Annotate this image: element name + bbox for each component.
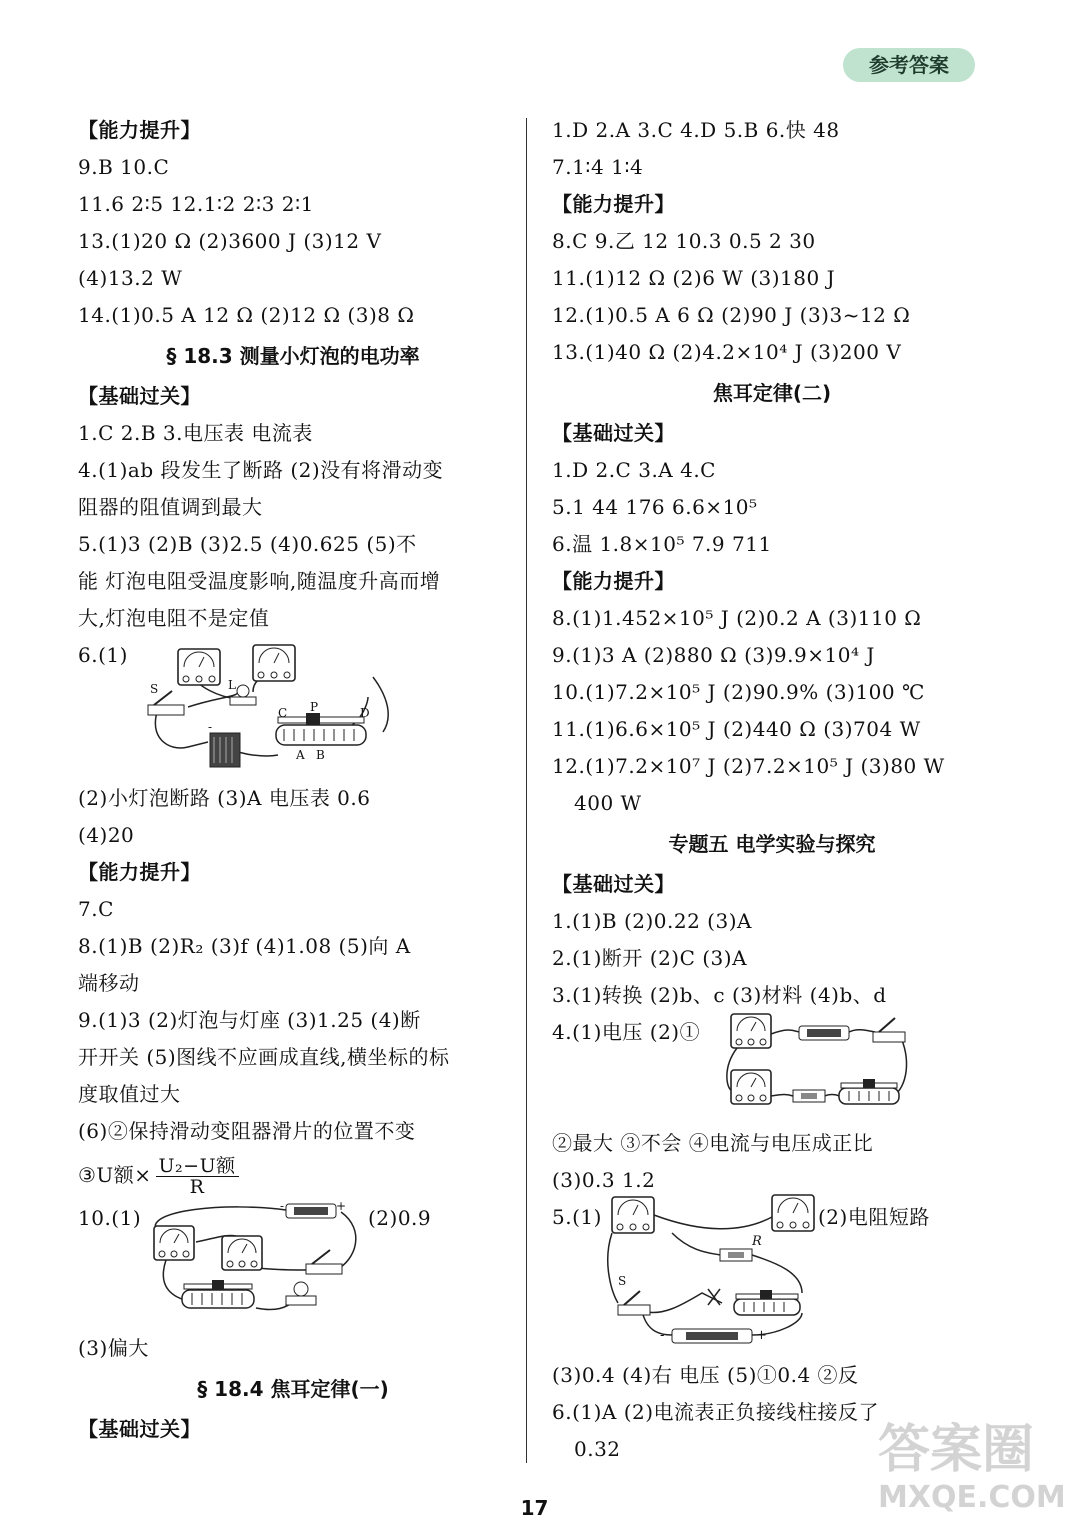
answer-line: 2.(1)断开 (2)C (3)A — [552, 946, 748, 970]
answer-line: 12.(1)7.2×10⁷ J (2)7.2×10⁵ J (3)80 W — [552, 754, 945, 778]
section-title-topic-5: 专题五 电学实验与探究 — [668, 832, 876, 856]
voltmeter-icon — [253, 645, 295, 681]
q10-answer-2: (2)0.9 — [368, 1206, 432, 1230]
switch-icon — [618, 1291, 650, 1315]
answer-line: 4.(1)电压 (2)① — [552, 1020, 701, 1044]
answer-line: 11.(1)6.6×10⁵ J (2)440 Ω (3)704 W — [552, 717, 921, 741]
answer-line: 4.(1)ab 段发生了断路 (2)没有将滑动变 — [78, 458, 444, 482]
answer-line: 端移动 — [78, 971, 140, 995]
label-minus: - — [208, 720, 213, 734]
answer-line: 1.C 2.B 3.电压表 电流表 — [78, 421, 313, 445]
watermark-logo — [878, 1420, 1066, 1530]
answer-line: 9.(1)3 (2)灯泡与灯座 (3)1.25 (4)断 — [78, 1008, 421, 1032]
answer-line: (6)②保持滑动变阻器滑片的位置不变 — [78, 1119, 416, 1143]
answer-line: 7.C — [78, 897, 114, 921]
answer-line: 13.(1)40 Ω (2)4.2×10⁴ J (3)200 V — [552, 340, 902, 364]
label-a: A — [296, 748, 305, 762]
answer-line: (3)0.4 (4)右 电压 (5)①0.4 ②反 — [552, 1363, 859, 1387]
answer-line: 6.(1) — [78, 643, 128, 667]
answer-line: 1.(1)B (2)0.22 (3)A — [552, 909, 752, 933]
label-plus: + — [756, 1328, 767, 1343]
q5-label: 5.(1) — [552, 1205, 602, 1229]
column-divider — [526, 118, 527, 1463]
battery-icon — [672, 1329, 752, 1343]
rheostat-icon — [182, 1280, 254, 1308]
question-6-figure-row — [78, 637, 508, 780]
page-number: 17 — [520, 1496, 549, 1520]
circuit-diagram-1 — [128, 637, 408, 777]
watermark-line-2: MXQE.COM — [878, 1480, 1066, 1515]
resistor-icon — [793, 1090, 825, 1102]
circuit-diagram-2 — [136, 1200, 366, 1325]
switch-icon — [306, 1250, 342, 1274]
section-heading: 【能力提升】 — [552, 192, 675, 216]
answer-key-badge: 参考答案 — [843, 48, 975, 82]
section-heading: 【基础过关】 — [552, 872, 675, 896]
right-column — [552, 112, 992, 1468]
answer-line: (2)小灯泡断路 (3)A 电压表 0.6 — [78, 786, 371, 810]
answer-line: 400 W — [574, 791, 642, 815]
answer-line: 6.(1)A (2)电流表正负接线柱接反了 — [552, 1400, 880, 1424]
battery-icon — [799, 1026, 849, 1040]
q5-answer-2: (2)电阻短路 — [818, 1205, 930, 1229]
battery-icon — [286, 1204, 336, 1218]
formula-lead: ③U额× — [78, 1163, 152, 1187]
rheostat-icon — [839, 1079, 899, 1104]
answer-line: 8.(1)B (2)R₂ (3)f (4)1.08 (5)向 A — [78, 934, 411, 958]
label-minus: - — [280, 1200, 285, 1213]
label-b: B — [316, 748, 325, 762]
answer-line: 11.6 2∶5 12.1∶2 2∶3 2∶1 — [78, 192, 314, 216]
answer-line: 1.D 2.C 3.A 4.C — [552, 458, 716, 482]
answer-line: 阻器的阻值调到最大 — [78, 495, 263, 519]
answer-line: 13.(1)20 Ω (2)3600 J (3)12 V — [78, 229, 382, 253]
answer-line: 7.1∶4 1∶4 — [552, 155, 644, 179]
section-heading: 【基础过关】 — [552, 421, 675, 445]
bulb-icon — [286, 1282, 316, 1305]
voltmeter-icon — [222, 1236, 262, 1270]
question-10-figure-row — [78, 1200, 508, 1330]
answer-line: (4)13.2 W — [78, 266, 183, 290]
answer-line: 0.32 — [574, 1437, 621, 1461]
formula-numerator: U₂−U额 — [156, 1156, 239, 1177]
section-heading: 【能力提升】 — [78, 118, 201, 142]
rheostat-icon — [276, 713, 366, 745]
answer-line: 1.D 2.A 3.C 4.D 5.B 6.快 48 — [552, 118, 840, 142]
formula-fraction — [156, 1156, 239, 1197]
label-l: L — [228, 678, 236, 692]
label-minus: - — [660, 1328, 665, 1343]
label-c: C — [278, 706, 288, 720]
section-heading: 【基础过关】 — [78, 1417, 201, 1441]
label-s: S — [618, 1274, 627, 1288]
ammeter-icon — [178, 649, 220, 685]
answer-line: 能 灯泡电阻受温度影响,随温度升高而增 — [78, 569, 441, 593]
section-heading: 【基础过关】 — [78, 384, 201, 408]
resistor-icon — [720, 1249, 752, 1261]
ammeter-icon — [612, 1197, 654, 1233]
question-5-figure-row — [552, 1199, 992, 1357]
answer-line: 开开关 (5)图线不应画成直线,横坐标的标 — [78, 1045, 450, 1069]
answer-line: (3)偏大 — [78, 1336, 149, 1360]
label-p: P — [310, 700, 319, 714]
answer-line: 14.(1)0.5 A 12 Ω (2)12 Ω (3)8 Ω — [78, 303, 415, 327]
answer-line: 8.(1)1.452×10⁵ J (2)0.2 A (3)110 Ω — [552, 606, 922, 630]
switch-icon — [873, 1018, 905, 1042]
label-plus: + — [336, 1200, 347, 1213]
voltmeter-icon — [772, 1195, 814, 1231]
label-r: R — [752, 1234, 762, 1249]
watermark-line-1: 答案圈 — [878, 1420, 1035, 1480]
answer-line: 6.温 1.8×10⁵ 7.9 711 — [552, 532, 772, 556]
answer-line: (3)0.3 1.2 — [552, 1168, 656, 1192]
answer-line: 5.1 44 176 6.6×10⁵ — [552, 495, 758, 519]
ammeter-icon — [154, 1226, 194, 1260]
circuit-diagram-4 — [602, 1193, 822, 1353]
answer-line: 度取值过大 — [78, 1082, 181, 1106]
formula-denominator: R — [189, 1176, 205, 1198]
section-title-joule-2: 焦耳定律(二) — [712, 381, 832, 405]
answer-line: 10.(1)7.2×10⁵ J (2)90.9% (3)100 ℃ — [552, 680, 925, 704]
voltmeter-icon — [731, 1014, 771, 1048]
answer-line: (4)20 — [78, 823, 135, 847]
answer-line: 11.(1)12 Ω (2)6 W (3)180 J — [552, 266, 836, 290]
label-s: S — [150, 682, 159, 696]
answer-line: 3.(1)转换 (2)b、c (3)材料 (4)b、d — [552, 983, 887, 1007]
section-heading: 【能力提升】 — [78, 860, 201, 884]
section-title-18-3: § 18.3 测量小灯泡的电功率 — [166, 344, 420, 368]
circuit-diagram-3 — [717, 1008, 917, 1120]
battery-icon — [210, 733, 240, 767]
q10-label: 10.(1) — [78, 1206, 142, 1230]
question-4-figure-row — [552, 1014, 992, 1125]
answer-line: 12.(1)0.5 A 6 Ω (2)90 J (3)3~12 Ω — [552, 303, 911, 327]
answer-line: 5.(1)3 (2)B (3)2.5 (4)0.625 (5)不 — [78, 532, 417, 556]
answer-line: 9.(1)3 A (2)880 Ω (3)9.9×10⁴ J — [552, 643, 875, 667]
ammeter-icon — [731, 1070, 771, 1104]
rheostat-icon — [734, 1290, 800, 1315]
section-heading: 【能力提升】 — [552, 569, 675, 593]
answer-line: ②最大 ③不会 ④电流与电压成正比 — [552, 1131, 874, 1155]
label-d: D — [360, 706, 370, 720]
answer-line: 大,灯泡电阻不是定值 — [78, 606, 270, 630]
left-column — [78, 112, 508, 1448]
section-title-18-4: § 18.4 焦耳定律(一) — [197, 1377, 389, 1401]
answer-line: 9.B 10.C — [78, 155, 170, 179]
answer-line: 8.C 9.乙 12 10.3 0.5 2 30 — [552, 229, 816, 253]
formula-line — [78, 1150, 508, 1200]
